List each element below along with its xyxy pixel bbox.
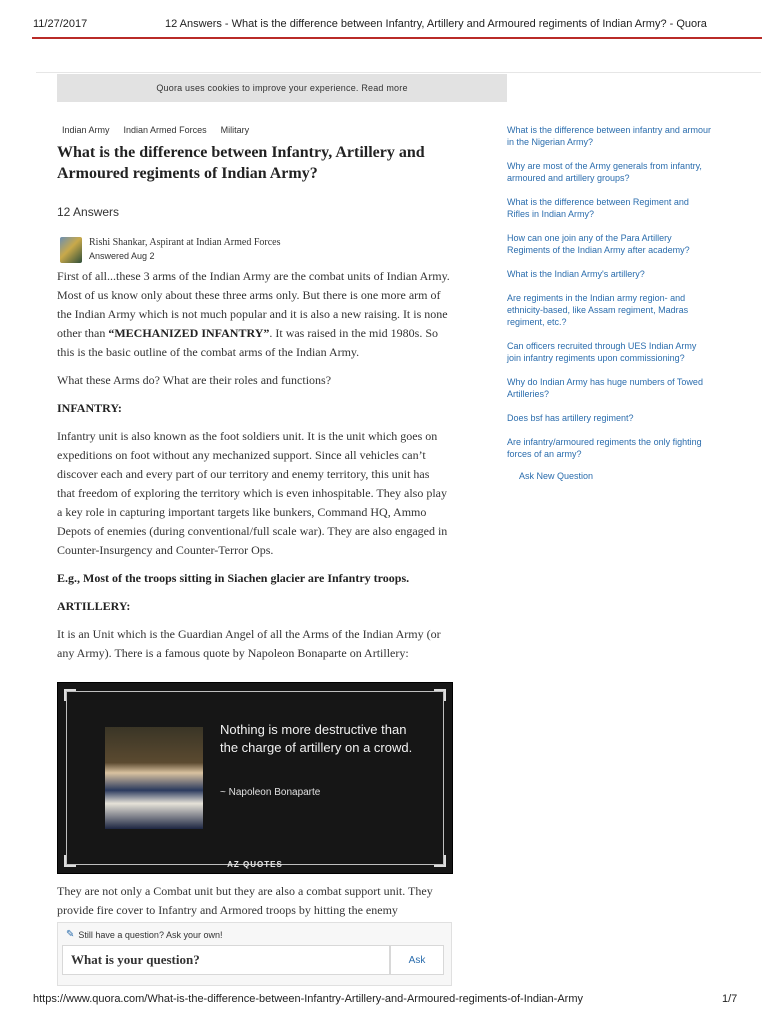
answer-paragraph: E.g., Most of the troops sitting in Siachen glacier are Infantry troops. [57,571,410,585]
answer-paragraph: What these Arms do? What are their roles and functions? [57,373,332,387]
ask-new-question-link[interactable]: Ask New Question [519,471,594,481]
related-question-link[interactable]: Why are most of the Army generals from infantry, armoured and artillery groups? [507,161,702,183]
related-question-link[interactable]: Can officers recruited through UES Indian Army join infantry regiments upon commissioning? [507,341,697,363]
question-input[interactable] [62,945,390,975]
related-questions [507,124,712,481]
related-question-link[interactable]: What is the difference between Regiment and Rifles in Indian Army? [507,197,689,219]
related-question-link[interactable]: Are regiments in the Indian army region- and ethnicity-based, like Assam regiment, Madras regiment, etc.? [507,293,689,327]
print-date: 11/27/2017 [33,18,88,30]
cookie-banner[interactable]: Quora uses cookies to improve your experience. Read more [57,74,507,102]
header-divider [32,37,762,39]
quote-author: ~ Napoleon Bonaparte [220,787,321,798]
answer-text: First of all...these 3 arms of the Indian Army are the combat units of Indian Army. Most of us know only about these three arms only. But there is one more arm of the Indian Army which is not much popular and it is also a new raising. It is none other than [57,269,450,340]
related-question-link[interactable]: How can one join any of the Para Artillery Regiments of the Indian Army after academy? [507,233,690,255]
author-name[interactable]: Rishi Shankar, Aspirant at Indian Armed Forces [89,237,281,248]
answers-count: 12 Answers [57,205,120,219]
related-question-link[interactable]: What is the difference between infantry and armour in the Nigerian Army? [507,125,711,147]
answer-paragraph: It is an Unit which is the Guardian Angel of all the Arms of the Indian Army (or any Army). There is a famous quote by Napoleon Bonaparte on Artillery: [57,627,441,660]
azquotes-logo: AZ QUOTES [227,860,283,869]
napoleon-portrait [105,727,203,829]
topic-tag[interactable]: Indian Army [62,125,110,135]
ask-prompt-text: Still have a question? Ask your own! [78,929,223,940]
topic-tag[interactable]: Indian Armed Forces [123,125,207,135]
topic-list [62,125,249,135]
section-heading-artillery: ARTILLERY: [57,599,131,613]
answer-paragraph: They are not only a Combat unit but they are also a combat support unit. They provide fire cover to Infantry and Armored troops by hitting the enemy [57,884,433,917]
question-title: What is the difference between Infantry, Artillery and Armoured regiments of Indian Army? [57,144,425,182]
ask-button[interactable]: Ask [390,945,444,975]
topic-tag[interactable]: Military [220,125,250,135]
ask-question-box [57,922,452,986]
pencil-icon: ✎ [66,929,75,940]
quote-image [57,682,453,874]
section-heading-infantry: INFANTRY: [57,401,122,415]
avatar[interactable] [60,237,82,263]
print-title: 12 Answers - What is the difference between Infantry, Artillery and Armoured regiments of Indian Army? - Quora [165,18,707,30]
page-top-divider [36,72,761,73]
answer-paragraph [57,267,450,362]
answer-text: . It was raised in the mid 1980s. So this is the basic outline of the combat arms of the Indian Army. [57,326,439,359]
print-page-number: 1/7 [722,993,738,1005]
frame-corner [64,689,76,701]
related-question-link[interactable]: Does bsf has artillery regiment? [507,413,634,423]
related-question-link[interactable]: Are infantry/armoured regiments the only fighting forces of an army? [507,437,702,459]
answer-paragraph: Infantry unit is also known as the foot soldiers unit. It is the unit which goes on expeditions on foot without any mechanized support. Since all vehicles can’t discover each and every part of our territory and enemy territory, this unit has that freedom of exploring the territory which is even inhospitable. They also play a key role in capturing important targets like bunkers, Command HQ, Ammo Depots of enemies (during conventional/full scale war). They are also engaged in Counter-Insurgency and Counter-Terror Ops. [57,429,448,557]
related-question-link[interactable]: Why do Indian Army has huge numbers of Towed Artilleries? [507,377,703,399]
answer-body [57,267,450,672]
quote-text: Nothing is more destructive than the charge of artillery on a crowd. [220,722,413,755]
frame-corner [434,689,446,701]
answer-bold-text: “MECHANIZED INFANTRY” [108,326,270,340]
answered-date[interactable]: Answered Aug 2 [89,251,155,261]
ask-prompt [66,929,222,940]
related-question-link[interactable]: What is the Indian Army's artillery? [507,269,645,279]
print-footer-url: https://www.quora.com/What-is-the-difference-between-Infantry-Artillery-and-Armoured-regiments-of-Indian-Army [33,993,583,1005]
